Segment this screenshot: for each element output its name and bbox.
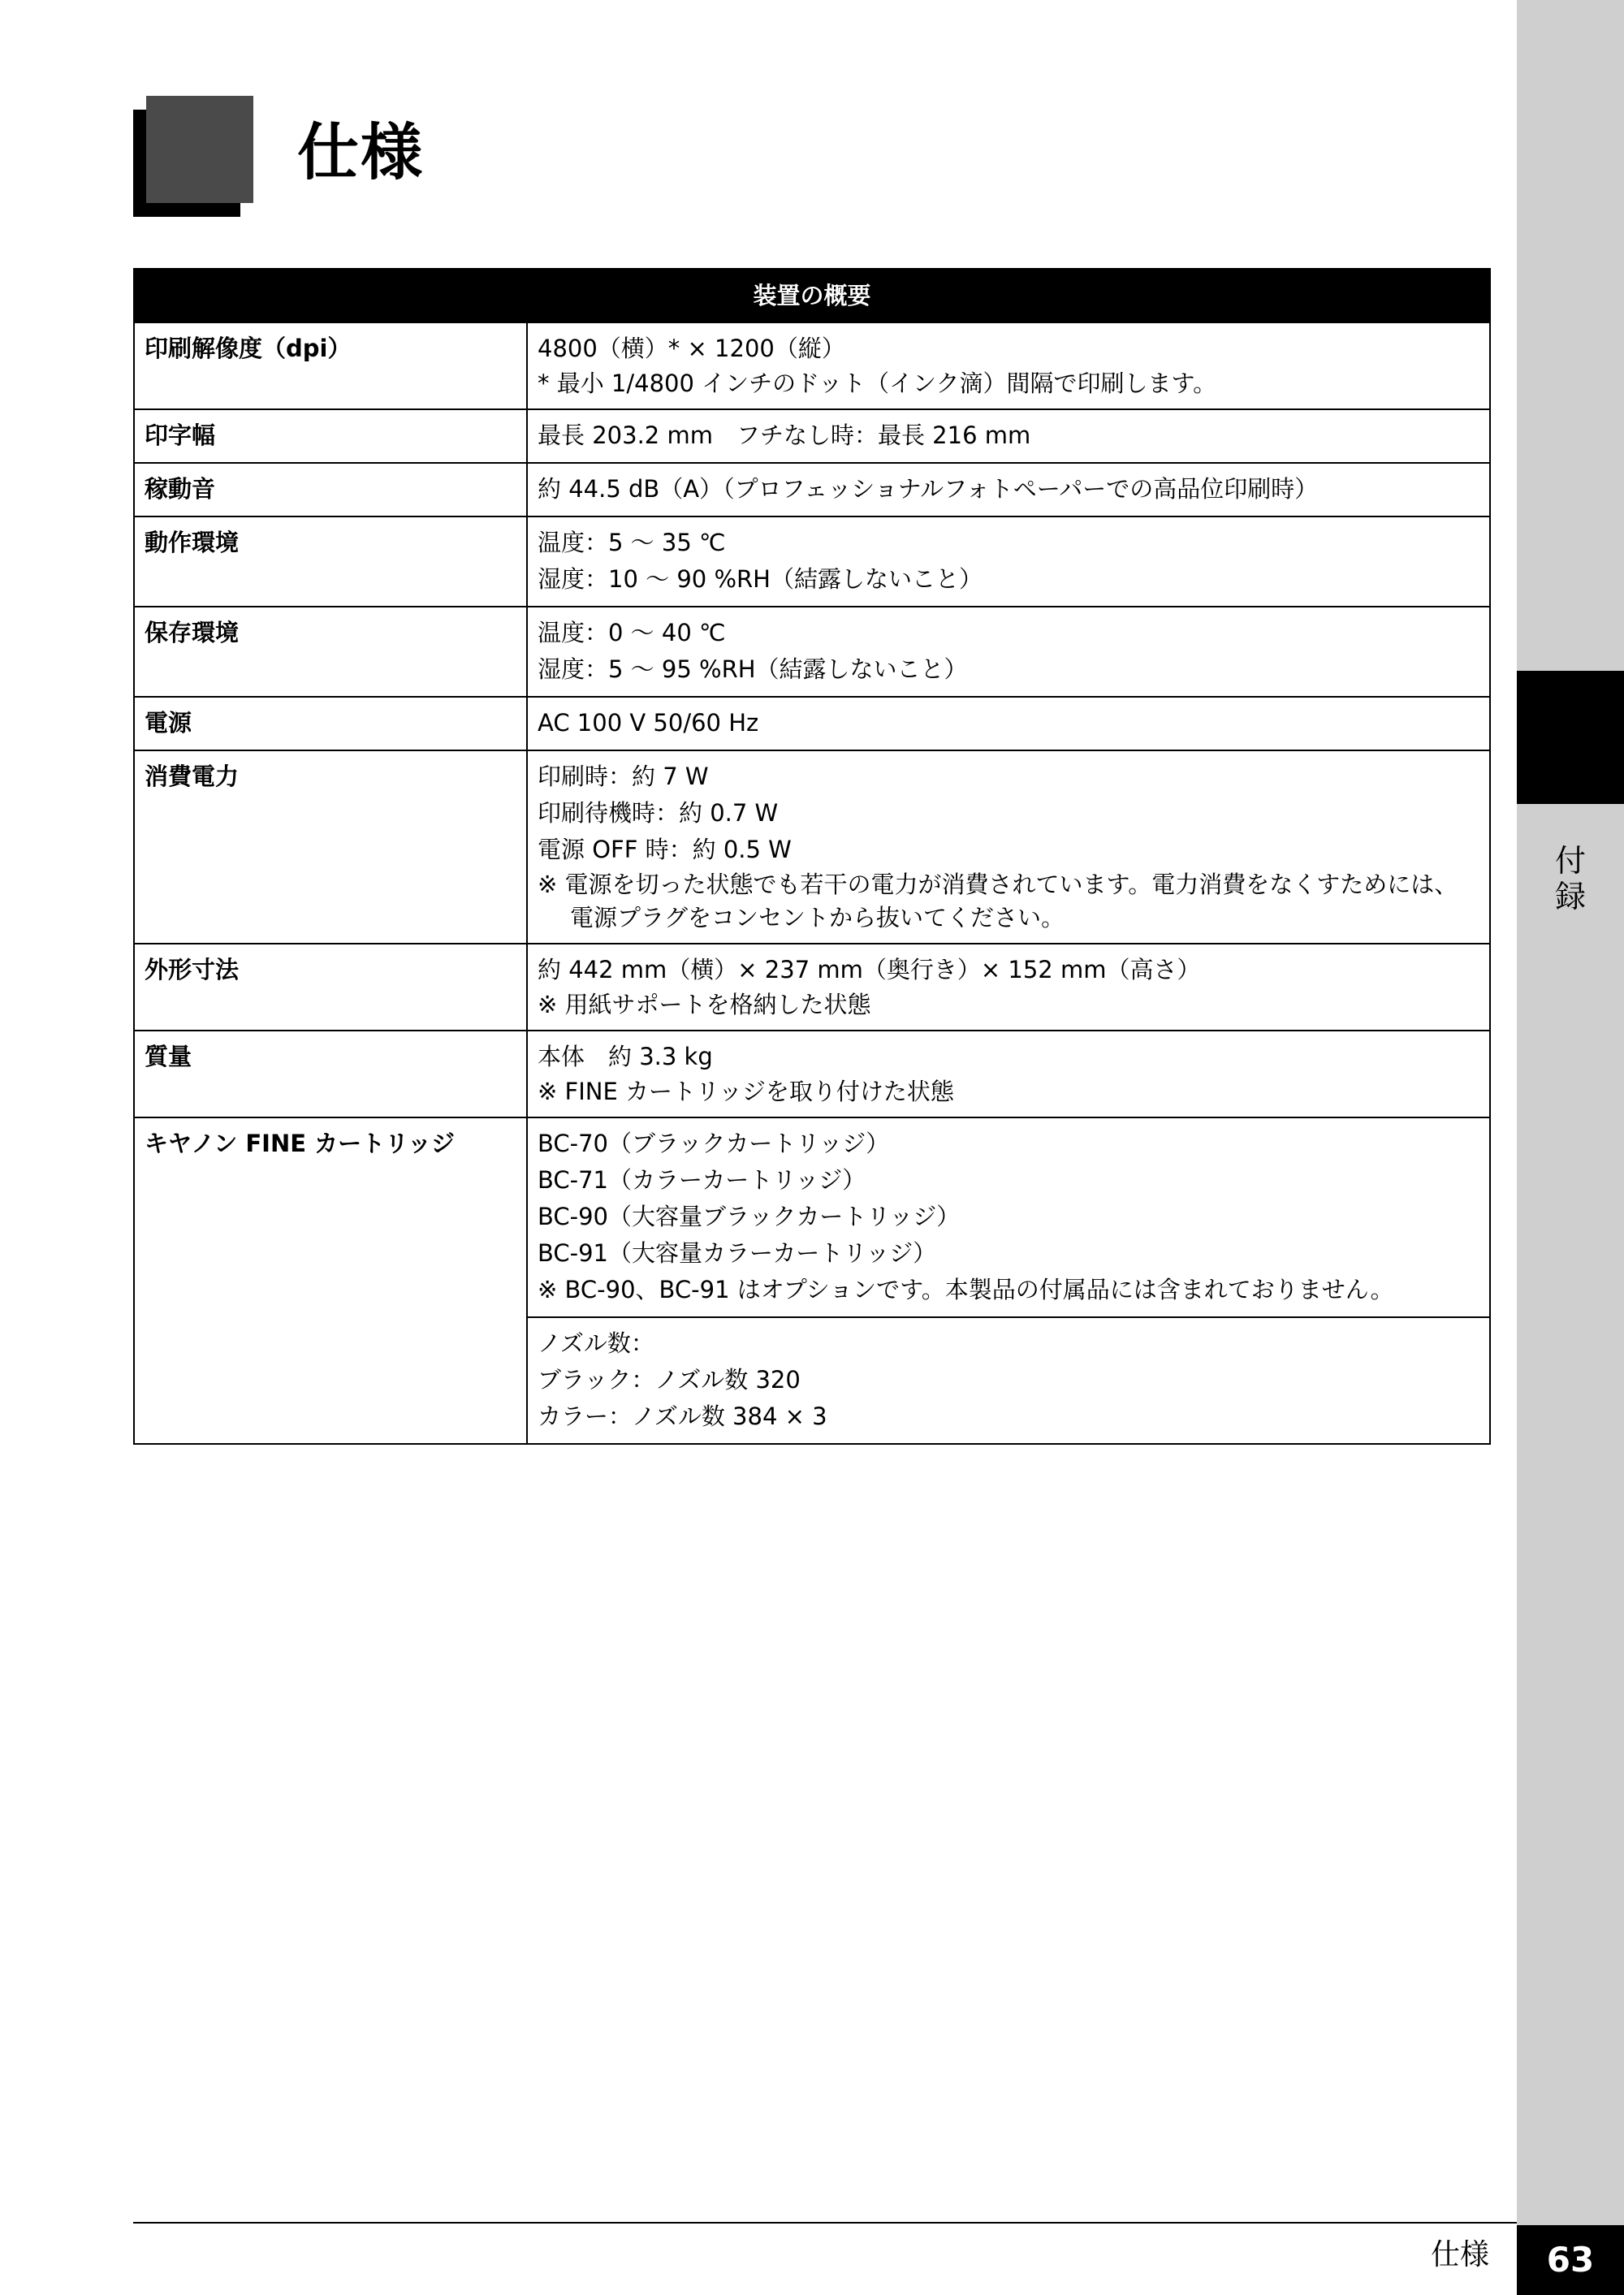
table-row [134,1031,1490,1117]
row-label: 電源 [134,697,527,750]
row-label: 質量 [134,1031,527,1117]
value-note: ※ 用紙サポートを格納した状態 [538,991,871,1018]
row-value [527,750,1490,944]
row-value [527,322,1490,409]
value-line: BC-71（カラーカートリッジ） [538,1166,866,1194]
footer-title: 仕様 [1431,2238,1490,2271]
table-header: 装置の概要 [134,269,1490,322]
row-value [527,409,1490,463]
side-band [1517,0,1624,2295]
title-mark [146,96,253,203]
value-line: BC-90（大容量ブラックカートリッジ） [538,1203,961,1230]
page-number: 63 [1517,2225,1624,2295]
row-value [527,697,1490,750]
row-value [527,607,1490,697]
value-line: 約 44.5 dB（A）（プロフェッショナルフォトペーパーでの高品位印刷時） [538,475,1319,503]
value-line: 温度：0 ～ 40 ℃ [538,619,726,646]
table-row [134,944,1490,1031]
table-row [134,322,1490,409]
side-label-char: 録 [1554,879,1586,914]
row-label: 保存環境 [134,607,527,697]
value-line: 電源 OFF 時：約 0.5 W [538,836,792,863]
row-value [527,944,1490,1031]
side-chapter-label [1517,843,1624,914]
row-label: キヤノン FINE カートリッジ [134,1117,527,1444]
row-label: 外形寸法 [134,944,527,1031]
row-value [527,1117,1490,1317]
value-note: ※ 電源を切った状態でも若干の電力が消費されています。電力消費をなくすためには、電源プラグをコンセントから抜いてください。 [538,871,1458,931]
table-row [134,463,1490,516]
row-label: 稼動音 [134,463,527,516]
value-line: 印刷時：約 7 W [538,763,709,790]
table-row [134,516,1490,607]
row-label: 印刷解像度（dpi） [134,322,527,409]
table-row [134,697,1490,750]
value-line: 温度：5 ～ 35 ℃ [538,529,726,556]
row-value [527,1031,1490,1117]
side-chapter-tab [1517,671,1624,804]
spec-table [133,268,1491,1445]
value-line: ブラック：ノズル数 320 [538,1366,801,1394]
table-row [134,607,1490,697]
value-line: 最長 203.2 mm フチなし時：最長 216 mm [538,421,1031,449]
page-title: 仕様 [297,116,424,188]
value-line: 湿度：5 ～ 95 %RH（結露しないこと） [538,655,968,683]
value-line: 4800（横）* × 1200（縦） [538,335,845,362]
table-row [134,750,1490,944]
row-value [527,516,1490,607]
value-line: 印刷待機時：約 0.7 W [538,799,779,827]
row-label: 動作環境 [134,516,527,607]
value-note: ※ FINE カートリッジを取り付けた状態 [538,1078,954,1105]
value-line: 湿度：10 ～ 90 %RH（結露しないこと） [538,565,983,593]
row-label: 消費電力 [134,750,527,944]
value-line: AC 100 V 50/60 Hz [538,709,759,737]
value-line: ノズル数： [538,1329,654,1357]
row-value [527,463,1490,516]
footer-rule [133,2222,1517,2224]
side-label-char: 付 [1554,843,1586,879]
table-row [134,1117,1490,1317]
value-line: 約 442 mm（横）× 237 mm（奥行き）× 152 mm（高さ） [538,956,1201,983]
row-label: 印字幅 [134,409,527,463]
value-note: * 最小 1/4800 インチのドット（インク滴）間隔で印刷します。 [538,370,1217,397]
table-row [134,409,1490,463]
value-line: BC-70（ブラックカートリッジ） [538,1130,890,1157]
row-value [527,1317,1490,1444]
table-header-row [134,269,1490,322]
value-note: ※ BC-90、BC-91 はオプションです。本製品の付属品には含まれておりません。 [538,1276,1394,1303]
value-line: 本体 約 3.3 kg [538,1043,713,1070]
value-line: カラー：ノズル数 384 × 3 [538,1402,827,1430]
value-line: BC-91（大容量カラーカートリッジ） [538,1239,937,1267]
spec-table-body [134,322,1490,1444]
